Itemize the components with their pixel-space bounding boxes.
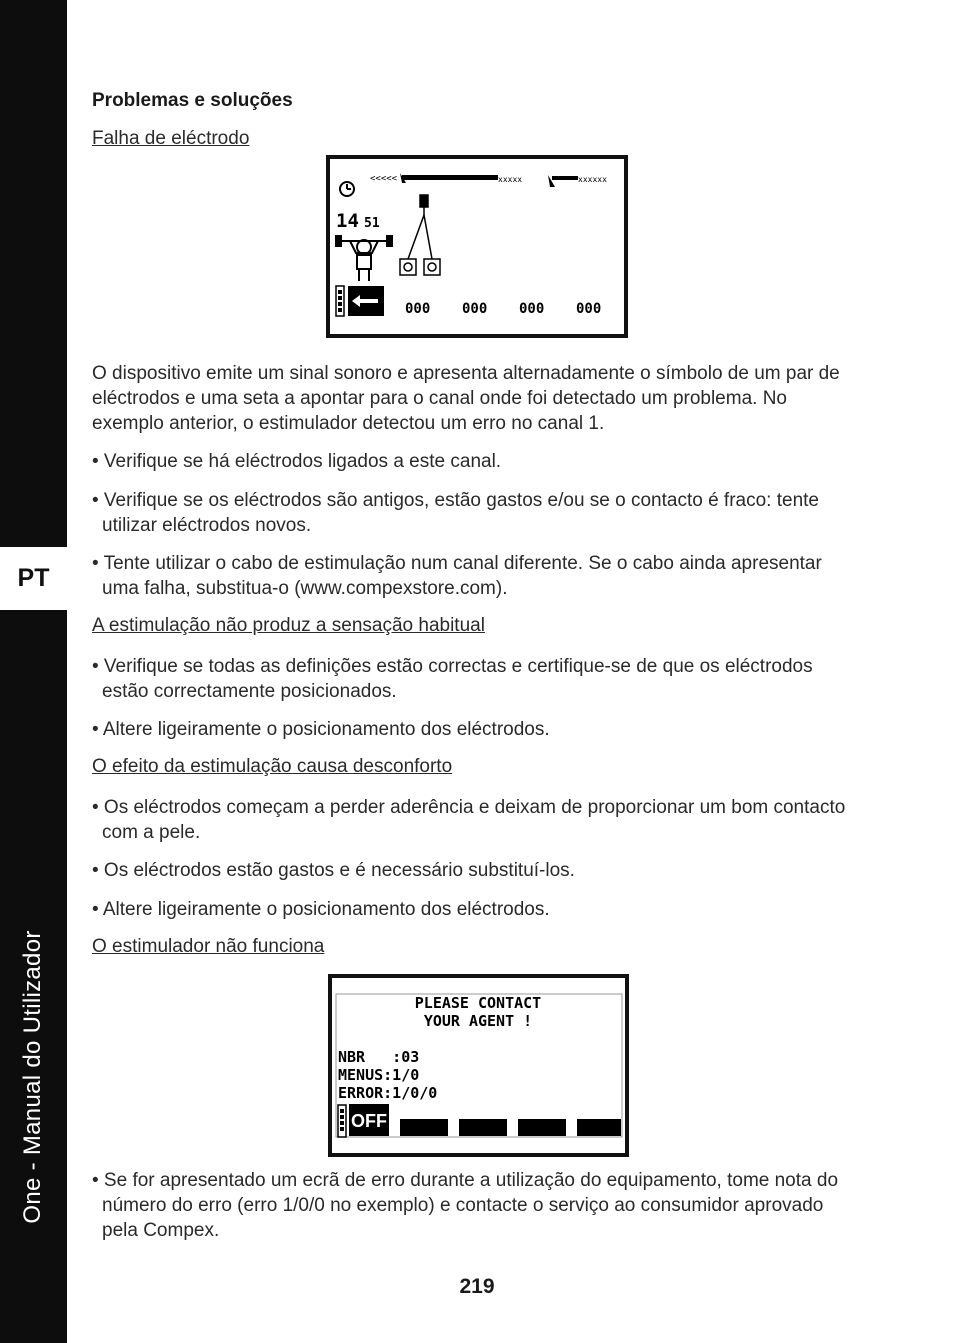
channel-3-value: 000 (519, 301, 545, 317)
svg-text:xxxxxx: xxxxxx (578, 175, 607, 184)
list-item: • Tente utilizar o cabo de estimulação num canal diferente. Se o cabo ainda apresentar uma falha, substitua-o (www.compexstore.com). (92, 553, 822, 599)
lcd-time-minutes: 51 (364, 216, 380, 231)
channel-1-block (400, 1119, 448, 1136)
battery-icon (336, 286, 344, 316)
lcd-nbr: NBR :03 (338, 1048, 420, 1066)
list-item: • Os eléctrodos estão gastos e é necessário substituí-los. (92, 860, 575, 881)
section-title-electrode-failure: Falha de eléctrodo (92, 128, 250, 149)
channel-2-block (459, 1119, 507, 1136)
left-arrow-icon (348, 286, 384, 316)
list-item: • Verifique se há eléctrodos ligados a este canal. (92, 451, 502, 472)
section-title-not-working: O estimulador não funciona (92, 936, 325, 957)
lcd-line-2: YOUR AGENT ! (423, 1012, 533, 1030)
page-heading: Problemas e soluções (92, 90, 293, 111)
section-title-discomfort: O efeito da estimulação causa desconforto (92, 756, 453, 777)
electrode-failure-description: O dispositivo emite um sinal sonoro e apresenta alternadamente o símbolo de um par de eléctrodos e uma seta a apontar para o canal onde foi detectado um problema. No exemplo anterior, o estimulador detectou um erro no canal 1. (92, 363, 840, 434)
intensity-bar-2 (552, 176, 578, 180)
off-label: OFF (351, 1111, 387, 1131)
channel-3-block (518, 1119, 566, 1136)
channel-4-block (577, 1119, 621, 1136)
lcd-error: ERROR:1/0/0 (338, 1084, 438, 1102)
svg-text:<<<<<: <<<<< (370, 174, 398, 184)
weightlifter-icon (336, 236, 392, 281)
intensity-bar-1 (402, 175, 498, 180)
channel-1-value: 000 (405, 301, 431, 317)
list-item: • Verifique se todas as definições estão correctas e certifique-se de que os eléctrodos estão correctamente posicionados. (92, 656, 813, 702)
list-item: • Altere ligeiramente o posicionamento dos eléctrodos. (92, 899, 550, 920)
electrode-failure-screen (326, 155, 628, 338)
lcd-display-graphic (330, 159, 624, 334)
sidebar (0, 0, 67, 1343)
error-screen (328, 974, 629, 1157)
timer-icon (340, 182, 354, 196)
battery-icon (338, 1105, 346, 1137)
list-item: • Os eléctrodos começam a perder aderência e deixam de proporcionar um bom contacto com a pele. (92, 797, 846, 843)
electrode-pair-icon (400, 195, 440, 275)
lcd-time-hours: 14 (336, 210, 359, 232)
list-item: • Altere ligeiramente o posicionamento dos eléctrodos. (92, 719, 550, 740)
svg-text:xxxxx: xxxxx (498, 175, 523, 184)
section-title-unusual-sensation: A estimulação não produz a sensação habitual (92, 615, 485, 636)
page-number: 219 (459, 1275, 495, 1298)
channel-4-value: 000 (576, 301, 602, 317)
list-item: • Se for apresentado um ecrã de erro durante a utilização do equipamento, tome nota do número do erro (erro 1/0/0 no exemplo) e contacte o serviço ao consumidor aprovado pela Compex. (92, 1170, 839, 1241)
channel-2-value: 000 (462, 301, 488, 317)
lcd-line-1: PLEASE CONTACT (414, 994, 542, 1012)
lcd-error-graphic (332, 978, 625, 1153)
lcd-menus: MENUS:1/0 (338, 1066, 420, 1084)
list-item: • Verifique se os eléctrodos são antigos, estão gastos e/ou se o contacto é fraco: tente utilizar eléctrodos novos. (92, 490, 819, 536)
manual-title: One - Manual do Utilizador (19, 930, 46, 1224)
language-tab: PT (0, 547, 67, 610)
